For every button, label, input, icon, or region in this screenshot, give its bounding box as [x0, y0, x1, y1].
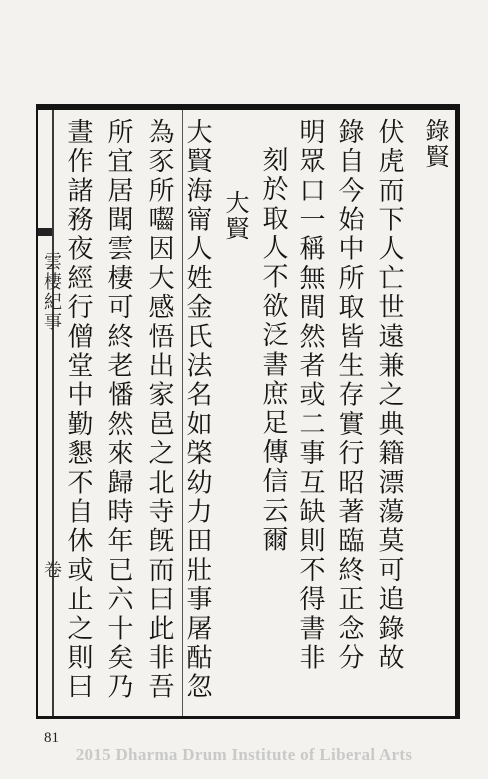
entry-heading: 大賢	[221, 190, 249, 242]
frame-bottom-rule	[36, 716, 457, 719]
text-column: 伏虎而下人亡世遠兼之典籍漂蕩莫可追錄故	[374, 118, 404, 673]
section-heading: 錄賢	[421, 118, 449, 170]
frame-left-rule	[36, 104, 38, 719]
frame-inner-left-rule	[52, 110, 54, 716]
page-number: 81	[44, 730, 59, 746]
text-column: 錄自今始中所取皆生存實行昭著臨終正念分	[334, 118, 364, 673]
frame-top-rule	[36, 104, 457, 110]
text-column: 大賢海甯人姓金氏法名如棨幼力田壯事屠酤忽	[182, 118, 212, 702]
watermark: 2015 Dharma Drum Institute of Liberal Arts	[75, 745, 413, 764]
frame-right-rule	[455, 104, 460, 719]
margin-book-title: 雲棲紀事	[41, 252, 62, 332]
text-column: 為豕所囓因大感悟出家邑之北寺旣而曰此非吾	[144, 118, 174, 702]
text-column: 所宜居聞雲棲可終老憣然來歸時年已六十矣乃	[103, 118, 133, 702]
margin-volume-mark: 卷	[41, 560, 62, 578]
fishtail-mark	[38, 228, 52, 236]
text-column: 晝作諸務夜經行僧堂中勤懇不自休或止之則曰	[63, 118, 93, 702]
text-column: 明眾口一稱無間然者或二事互缺則不得書非	[295, 118, 325, 673]
text-column: 刻於取人不欲泛書庶足傳信云爾	[258, 146, 288, 555]
